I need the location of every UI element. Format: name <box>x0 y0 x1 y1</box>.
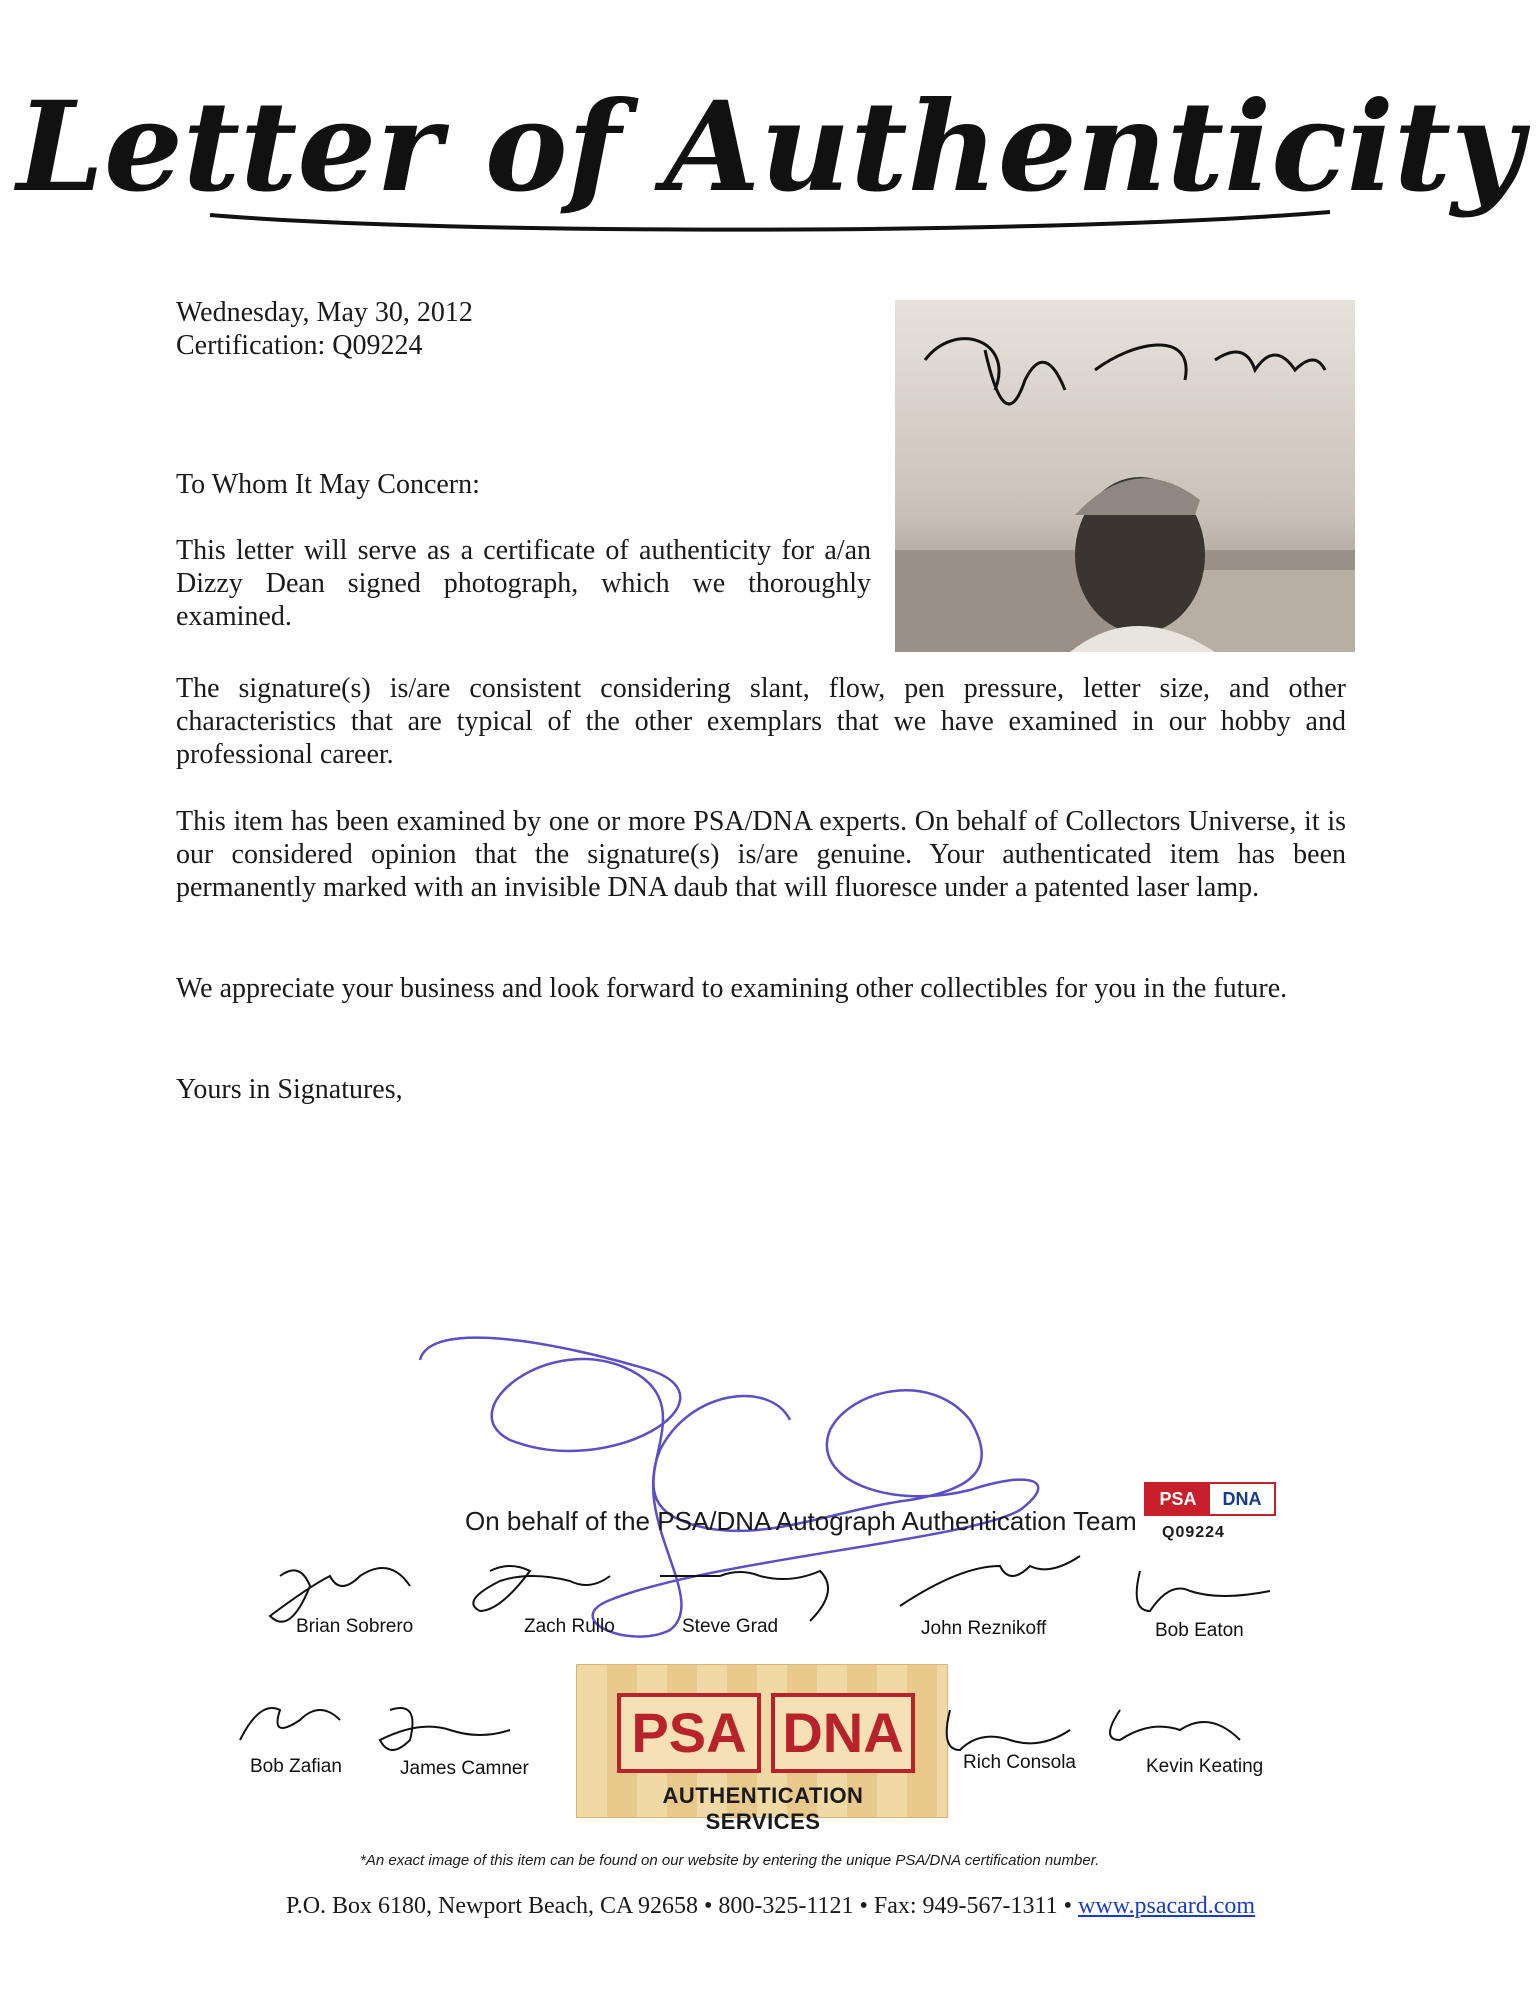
logo-cert-number: Q09224 <box>1162 1524 1225 1541</box>
letter-title <box>16 40 1524 260</box>
paragraph-4: We appreciate your business and look forward to examining other collectibles for you in the future. <box>176 973 1288 1004</box>
photo-autograph <box>925 339 1325 404</box>
closing: Yours in Signatures, <box>176 1074 403 1105</box>
signature-scribbles-row2 <box>220 1690 1300 1770</box>
signer-steve-grad: Steve Grad <box>682 1616 779 1637</box>
letter-date: Wednesday, May 30, 2012 <box>176 297 473 328</box>
signer-bob-eaton: Bob Eaton <box>1155 1620 1244 1641</box>
signer-kevin-keating: Kevin Keating <box>1146 1756 1264 1777</box>
logo-big-psa: PSA <box>617 1693 761 1773</box>
svg-text:Dizzy Dean: Dizzy Dean <box>1125 340 1130 341</box>
disclaimer: *An exact image of this item can be found on our website by entering the unique PSA/DNA certification number. <box>360 1852 1100 1869</box>
paragraph-3: This item has been examined by one or more PSA/DNA experts. On behalf of Collectors Universe, it is our considered opinion that the signature(s) is/are genuine. Your authenticated item has been permanently marked with an invisible DNA daub that will fluoresce under a patented laser lamp. <box>176 806 1346 903</box>
logo-small-psa: PSA <box>1146 1484 1210 1514</box>
logo-big-services: AUTHENTICATION SERVICES <box>662 1783 864 1834</box>
signer-brian-sobrero: Brian Sobrero <box>296 1616 414 1637</box>
signer-john-reznikoff: John Reznikoff <box>921 1618 1047 1639</box>
signed-photo <box>895 300 1355 652</box>
paragraph-1: This letter will serve as a certificate of authenticity for a/an Dizzy Dean signed photograph, which we thoroughly examined. <box>176 535 871 632</box>
signer-zach-rullo: Zach Rullo <box>524 1616 615 1637</box>
logo-big-dna: DNA <box>771 1693 915 1773</box>
certification-number: Certification: Q09224 <box>176 330 423 361</box>
salutation: To Whom It May Concern: <box>176 469 480 500</box>
signer-bob-zafian: Bob Zafian <box>250 1756 342 1777</box>
team-line: On behalf of the PSA/DNA Autograph Authentication Team <box>465 1506 1137 1536</box>
logo-small-dna: DNA <box>1210 1484 1274 1514</box>
title-text: Letter of Authenticity <box>16 75 1524 220</box>
footer-contact <box>286 1893 1255 1920</box>
psa-dna-small-logo <box>1144 1482 1276 1516</box>
signer-rich-consola: Rich Consola <box>963 1752 1076 1773</box>
website-link[interactable]: www.psacard.com <box>1078 1893 1256 1919</box>
paragraph-2: The signature(s) is/are consistent considering slant, flow, pen pressure, letter size, and other characteristics that are typical of the other exemplars that we have examined in our hobby and professional career. <box>176 673 1346 770</box>
signer-james-camner: James Camner <box>400 1758 529 1779</box>
footer-address: P.O. Box 6180, Newport Beach, CA 92658 • 800-325-1121 • Fax: 949-567-1311 • <box>286 1893 1073 1919</box>
